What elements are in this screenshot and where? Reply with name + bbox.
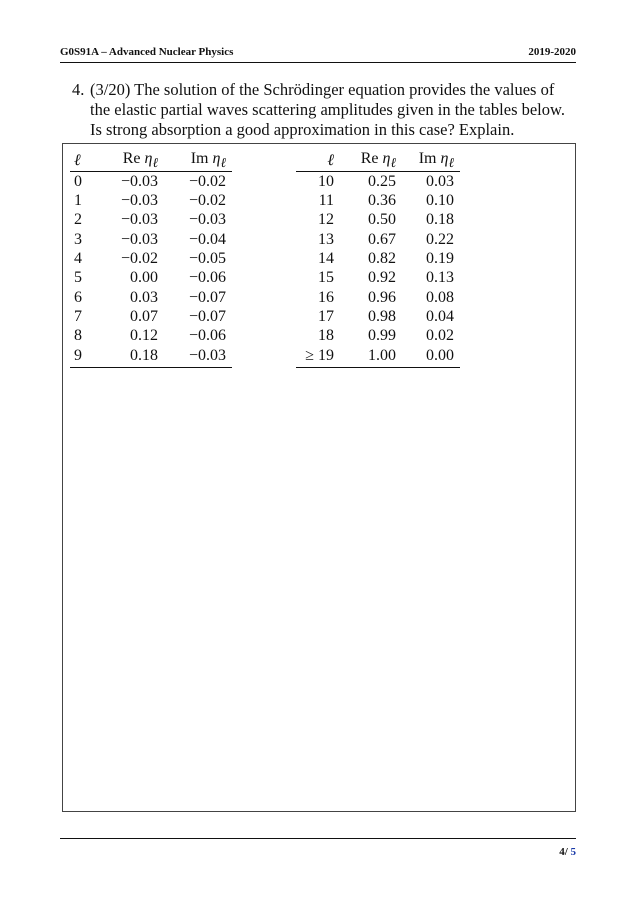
table-row — [296, 230, 460, 249]
header-l: ℓ — [70, 150, 104, 172]
cell-l: 2 — [74, 211, 82, 229]
page-header — [60, 44, 576, 63]
cell-im: −0.07 — [188, 288, 226, 306]
cell-im: −0.03 — [158, 346, 232, 368]
cell-l: 11 — [318, 192, 334, 210]
cell-im: −0.03 — [188, 211, 226, 229]
amplitude-table-left — [70, 150, 232, 368]
cell-im: −0.02 — [188, 172, 226, 190]
header-re-eta: Re $\eta_\ell$ — [334, 150, 396, 172]
page-number: 4/ 5 — [559, 846, 576, 858]
cell-re: 0.92 — [368, 269, 396, 287]
header-l: ℓ — [296, 150, 334, 172]
header-re-eta: Re $\eta_\ell$ — [104, 150, 158, 172]
cell-l: ≥ 19 — [296, 346, 334, 368]
academic-year: 2019-2020 — [528, 46, 576, 58]
cell-l: 3 — [74, 230, 82, 248]
table-header-row — [70, 150, 232, 172]
cell-re: 0.96 — [368, 288, 396, 306]
cell-im: 0.13 — [426, 269, 454, 287]
cell-re: −0.03 — [120, 211, 158, 229]
cell-im: 0.03 — [426, 172, 454, 190]
cell-l: 9 — [70, 346, 104, 368]
cell-re: 0.50 — [368, 211, 396, 229]
cell-im: 0.02 — [426, 327, 454, 345]
table-row — [70, 307, 232, 326]
cell-re: −0.02 — [120, 250, 158, 268]
table-row — [70, 230, 232, 249]
cell-re: 0.07 — [130, 307, 158, 325]
cell-l: 10 — [318, 172, 334, 190]
footer-rule — [60, 838, 576, 839]
cell-l: 5 — [74, 269, 82, 287]
table-row — [70, 191, 232, 210]
cell-re: 0.03 — [130, 288, 158, 306]
cell-im: 0.22 — [426, 230, 454, 248]
table-header-row — [296, 150, 460, 172]
question-number: 4. — [72, 80, 85, 99]
table-row — [296, 191, 460, 210]
table-row — [70, 288, 232, 307]
table-row — [296, 307, 460, 326]
cell-re: 0.99 — [368, 327, 396, 345]
cell-re: −0.03 — [120, 230, 158, 248]
cell-l: 0 — [74, 172, 82, 190]
cell-l: 17 — [318, 307, 334, 325]
header-im-eta: Im $\eta_\ell$ — [396, 150, 460, 172]
cell-l: 6 — [74, 288, 82, 306]
cell-im: 0.10 — [426, 192, 454, 210]
cell-im: −0.04 — [188, 230, 226, 248]
cell-re: 0.82 — [368, 250, 396, 268]
table-row — [296, 172, 460, 192]
cell-l: 18 — [318, 327, 334, 345]
cell-im: 0.18 — [426, 211, 454, 229]
cell-im: 0.08 — [426, 288, 454, 306]
cell-l: 7 — [74, 307, 82, 325]
cell-l: 13 — [318, 230, 334, 248]
cell-l: 14 — [318, 250, 334, 268]
question-text — [90, 80, 576, 140]
cell-l: 16 — [318, 288, 334, 306]
cell-im: 0.19 — [426, 250, 454, 268]
cell-l: 4 — [74, 250, 82, 268]
cell-l: 8 — [74, 327, 82, 345]
cell-re: 0.98 — [368, 307, 396, 325]
cell-im: −0.02 — [188, 192, 226, 210]
table-row — [70, 249, 232, 268]
table-row — [70, 327, 232, 346]
cell-im: −0.07 — [188, 307, 226, 325]
table-row — [296, 249, 460, 268]
amplitude-table-right — [296, 150, 460, 368]
cell-im: −0.05 — [188, 250, 226, 268]
cell-l: 12 — [318, 211, 334, 229]
question-prompt: Is strong absorption a good approximation in this case? Explain. — [90, 120, 515, 139]
cell-re: 0.36 — [368, 192, 396, 210]
cell-im: 0.00 — [396, 346, 460, 368]
table-row — [296, 269, 460, 288]
table-row — [296, 288, 460, 307]
table-row — [296, 346, 460, 368]
cell-re: 1.00 — [334, 346, 396, 368]
course-title: G0S91A – Advanced Nuclear Physics — [60, 46, 234, 58]
cell-re: 0.25 — [368, 172, 396, 190]
cell-l: 1 — [74, 192, 82, 210]
total-pages-link[interactable]: 5 — [570, 846, 576, 858]
table-row — [70, 346, 232, 368]
cell-re: −0.03 — [120, 172, 158, 190]
table-row — [70, 211, 232, 230]
cell-re: 0.12 — [130, 327, 158, 345]
table-row — [70, 172, 232, 192]
cell-re: −0.03 — [120, 192, 158, 210]
cell-im: −0.06 — [188, 327, 226, 345]
question-statement: (3/20) The solution of the Schrödinger equation provides the values of the elastic partial waves scattering amplitudes given in the tables below. — [90, 80, 565, 119]
cell-re: 0.67 — [368, 230, 396, 248]
cell-im: −0.06 — [188, 269, 226, 287]
table-row — [296, 211, 460, 230]
cell-re: 0.00 — [130, 269, 158, 287]
cell-l: 15 — [318, 269, 334, 287]
cell-im: 0.04 — [426, 307, 454, 325]
current-page: 4 — [559, 846, 565, 858]
table-row — [296, 327, 460, 346]
table-row — [70, 269, 232, 288]
cell-re: 0.18 — [104, 346, 158, 368]
header-im-eta: Im $\eta_\ell$ — [158, 150, 232, 172]
